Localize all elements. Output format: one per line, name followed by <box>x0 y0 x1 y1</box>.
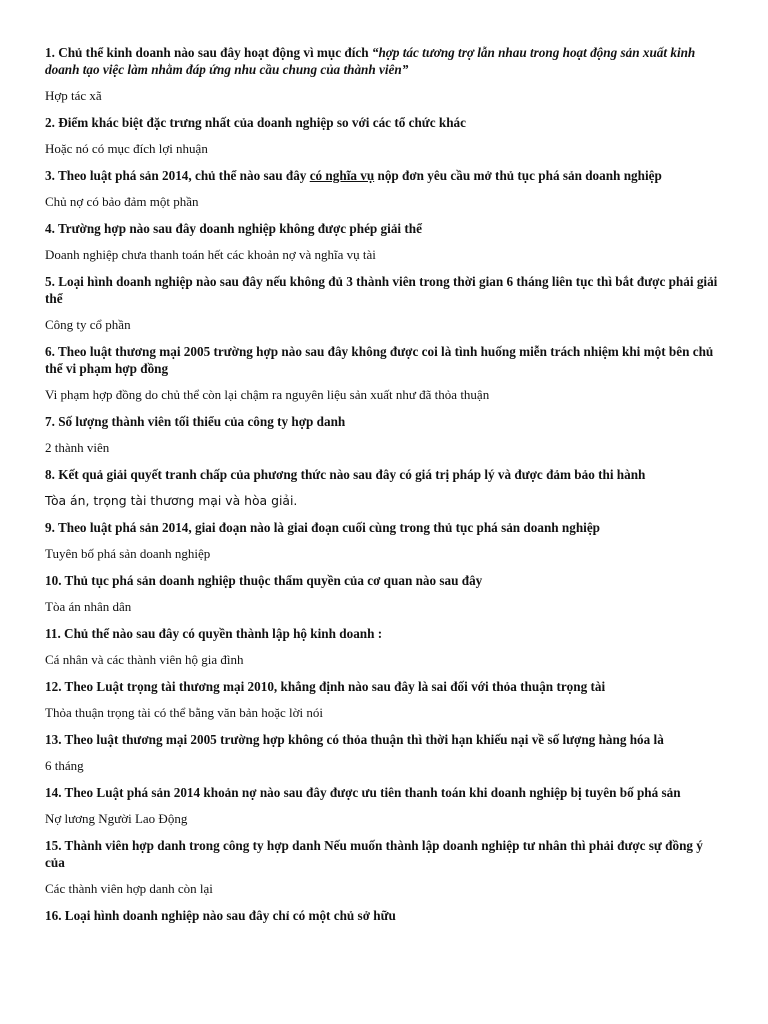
question-prefix: 1. Chủ thể kinh doanh nào sau đây hoạt động vì mục đích <box>45 45 372 60</box>
answer-text: Tòa án nhân dân <box>45 599 132 614</box>
question-text: 12. Theo Luật trọng tài thương mại 2010, khẳng định nào sau đây là sai đối với thỏa thuận trọng tài <box>45 679 606 694</box>
question-text: 4. Trường hợp nào sau đây doanh nghiệp không được phép giải thể <box>45 221 422 236</box>
question-block-15 <box>45 837 725 897</box>
answer-text: Vi phạm hợp đồng do chủ thể còn lại chậm ra nguyên liệu sản xuất như đã thỏa thuận <box>45 387 490 402</box>
question-suffix: nộp đơn yêu cầu mở thủ tục phá sản doanh nghiệp <box>374 168 662 183</box>
question-text: 8. Kết quả giải quyết tranh chấp của phương thức nào sau đây có giá trị pháp lý và được đảm bảo thi hành <box>45 467 646 482</box>
question-block-14 <box>45 784 725 827</box>
question-block-6 <box>45 343 725 403</box>
answer-text: 2 thành viên <box>45 440 110 455</box>
question-text: 13. Theo luật thương mại 2005 trường hợp không có thỏa thuận thì thời hạn khiếu nại về số lượng hàng hóa là <box>45 732 664 747</box>
question-block-9 <box>45 519 725 562</box>
question-block-10 <box>45 572 725 615</box>
answer-text: Hợp tác xã <box>45 88 102 103</box>
question-block-12 <box>45 678 725 721</box>
question-text <box>45 167 725 184</box>
question-underlined: có nghĩa vụ <box>309 168 375 183</box>
answer-text: Chủ nợ có bảo đảm một phần <box>45 194 199 209</box>
question-block-4 <box>45 220 725 263</box>
answer-text: Thỏa thuận trọng tài có thể bằng văn bản hoặc lời nói <box>45 705 323 720</box>
question-text: 5. Loại hình doanh nghiệp nào sau đây nếu không đủ 3 thành viên trong thời gian 6 tháng liên tục thì bắt được phải giải thể <box>45 274 718 306</box>
question-block-8 <box>45 466 725 509</box>
answer-text: Công ty cổ phần <box>45 317 131 332</box>
answer-text: Doanh nghiệp chưa thanh toán hết các khoản nợ và nghĩa vụ tài <box>45 247 376 262</box>
answer-text: Cá nhân và các thành viên hộ gia đình <box>45 652 244 667</box>
answer-text: 6 tháng <box>45 758 84 773</box>
answer-text: Các thành viên hợp danh còn lại <box>45 881 213 896</box>
question-block-3 <box>45 167 725 210</box>
answer-text: Tòa án, trọng tài thương mại và hòa giải. <box>45 493 298 508</box>
answer-text: Hoặc nó có mục đích lợi nhuận <box>45 141 208 156</box>
question-text: 6. Theo luật thương mại 2005 trường hợp nào sau đây không được coi là tình huống miễn trách nhiệm khi một bên chủ thể vi phạm hợp đồng <box>45 344 714 376</box>
question-text: 15. Thành viên hợp danh trong công ty hợp danh Nếu muốn thành lập doanh nghiệp tư nhân thì phải được sự đồng ý của <box>45 838 703 870</box>
document-page <box>45 44 725 934</box>
answer-text: Tuyên bố phá sản doanh nghiệp <box>45 546 211 561</box>
question-block-1 <box>45 44 725 104</box>
question-block-2 <box>45 114 725 157</box>
question-text: 16. Loại hình doanh nghiệp nào sau đây chỉ có một chủ sở hữu <box>45 908 396 923</box>
answer-text: Nợ lương Người Lao Động <box>45 811 188 826</box>
question-quote: “hợp tác tương trợ lẫn nhau trong hoạt động sản xuất kinh doanh tạo việc làm nhằm đáp ứng nhu cầu chung của thành viên” <box>45 45 696 77</box>
question-block-16 <box>45 907 725 924</box>
question-block-13 <box>45 731 725 774</box>
question-prefix: 3. Theo luật phá sản 2014, chủ thể nào sau đây <box>45 168 310 183</box>
question-text: 14. Theo Luật phá sản 2014 khoản nợ nào sau đây được ưu tiên thanh toán khi doanh nghiệp bị tuyên bố phá sản <box>45 785 681 800</box>
question-text: 10. Thủ tục phá sản doanh nghiệp thuộc thẩm quyền của cơ quan nào sau đây <box>45 573 483 588</box>
question-text: 7. Số lượng thành viên tối thiểu của công ty hợp danh <box>45 414 346 429</box>
question-block-5 <box>45 273 725 333</box>
question-text <box>45 44 725 78</box>
question-block-7 <box>45 413 725 456</box>
question-text: 2. Điểm khác biệt đặc trưng nhất của doanh nghiệp so với các tổ chức khác <box>45 115 466 130</box>
question-block-11 <box>45 625 725 668</box>
question-text: 9. Theo luật phá sản 2014, giai đoạn nào là giai đoạn cuối cùng trong thủ tục phá sản doanh nghiệp <box>45 520 601 535</box>
question-text: 11. Chủ thể nào sau đây có quyền thành lập hộ kinh doanh : <box>45 626 383 641</box>
